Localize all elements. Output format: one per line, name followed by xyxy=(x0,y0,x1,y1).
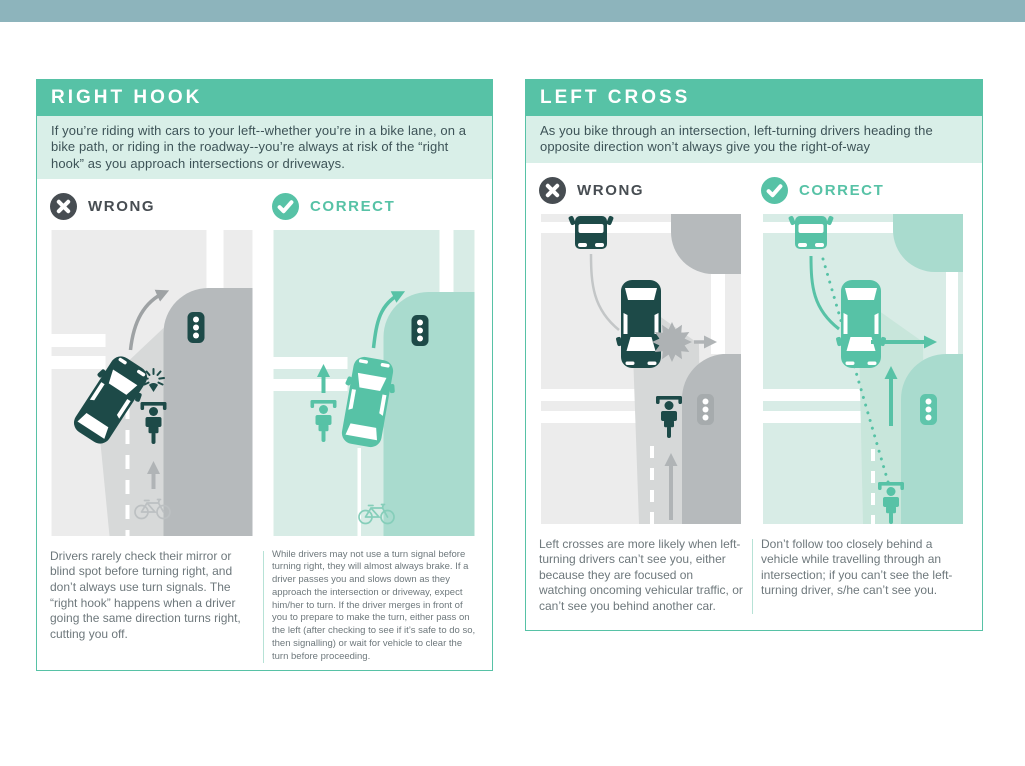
curb-block xyxy=(384,292,475,536)
correct-label: CORRECT xyxy=(799,182,885,199)
x-circle-icon xyxy=(50,193,77,220)
wrong-caption: Drivers rarely check their mirror or blind spot before turning right, and don’t always use turn signals. The “right hook” happens when a driver going the same direction turns right, cutting you off. xyxy=(50,548,241,641)
car-icon xyxy=(836,280,887,368)
traffic-light-icon xyxy=(920,394,937,425)
panel-description: If you’re riding with cars to your left--whether you’re in a bike lane, on a bike path, or riding in the roadway--you’re always at risk of the “right hook” as you approach intersections or driveways. xyxy=(37,116,492,179)
caption-divider xyxy=(752,539,753,615)
curb-block xyxy=(164,288,253,536)
wrong-label: WRONG xyxy=(88,198,156,216)
check-circle-icon xyxy=(272,193,299,220)
traffic-light-icon xyxy=(412,315,429,346)
top-accent-bar xyxy=(0,0,1025,22)
wrong-column xyxy=(539,174,743,524)
check-circle-icon xyxy=(761,177,788,204)
panel-body xyxy=(37,179,492,663)
x-circle-icon xyxy=(539,177,566,204)
wrong-label: WRONG xyxy=(577,182,645,199)
traffic-light-icon xyxy=(697,394,714,425)
correct-caption: Don’t follow too closely behind a vehicle while travelling through an intersection; if you can’t see the left-turning driver, s/he can’t see you. xyxy=(761,536,953,598)
right-hook-wrong-illustration xyxy=(50,230,254,536)
car-icon xyxy=(616,280,667,368)
panel-body xyxy=(526,163,982,615)
curb-block xyxy=(682,354,741,524)
panel-description: As you bike through an intersection, left-turning drivers heading the opposite direction won’t always give you the right-of-way xyxy=(526,116,982,163)
panel-left-cross xyxy=(525,79,983,631)
correct-caption: While drivers may not use a turn signal before turning right, they will almost always brake. If a driver passes you and slows down as they approach the intersection or driveway, expect him/her to turn. If the driver merges in front of you to prepare to make the turn, either pass on the left (after checking to see if it’s safe to do so, then signalling) or wait for vehicle to clear the turn before proceeding. xyxy=(272,548,476,662)
caption-divider xyxy=(263,551,264,663)
panel-title: RIGHT HOOK xyxy=(37,80,492,116)
right-hook-correct-illustration xyxy=(272,230,476,536)
left-cross-correct-illustration xyxy=(761,214,965,524)
traffic-light-icon xyxy=(188,312,205,343)
wrong-column xyxy=(50,190,254,536)
curb-block xyxy=(901,354,963,524)
correct-column xyxy=(761,174,965,524)
wrong-caption: Left crosses are more likely when left-turning drivers can’t see you, either because they are focused on watching oncoming vehicular traffic, or can’t see you behind another car. xyxy=(539,536,743,613)
correct-column xyxy=(272,190,476,536)
correct-label: CORRECT xyxy=(310,198,396,216)
left-cross-wrong-illustration xyxy=(539,214,743,524)
panel-right-hook xyxy=(36,79,493,671)
panel-title: LEFT CROSS xyxy=(526,80,982,116)
